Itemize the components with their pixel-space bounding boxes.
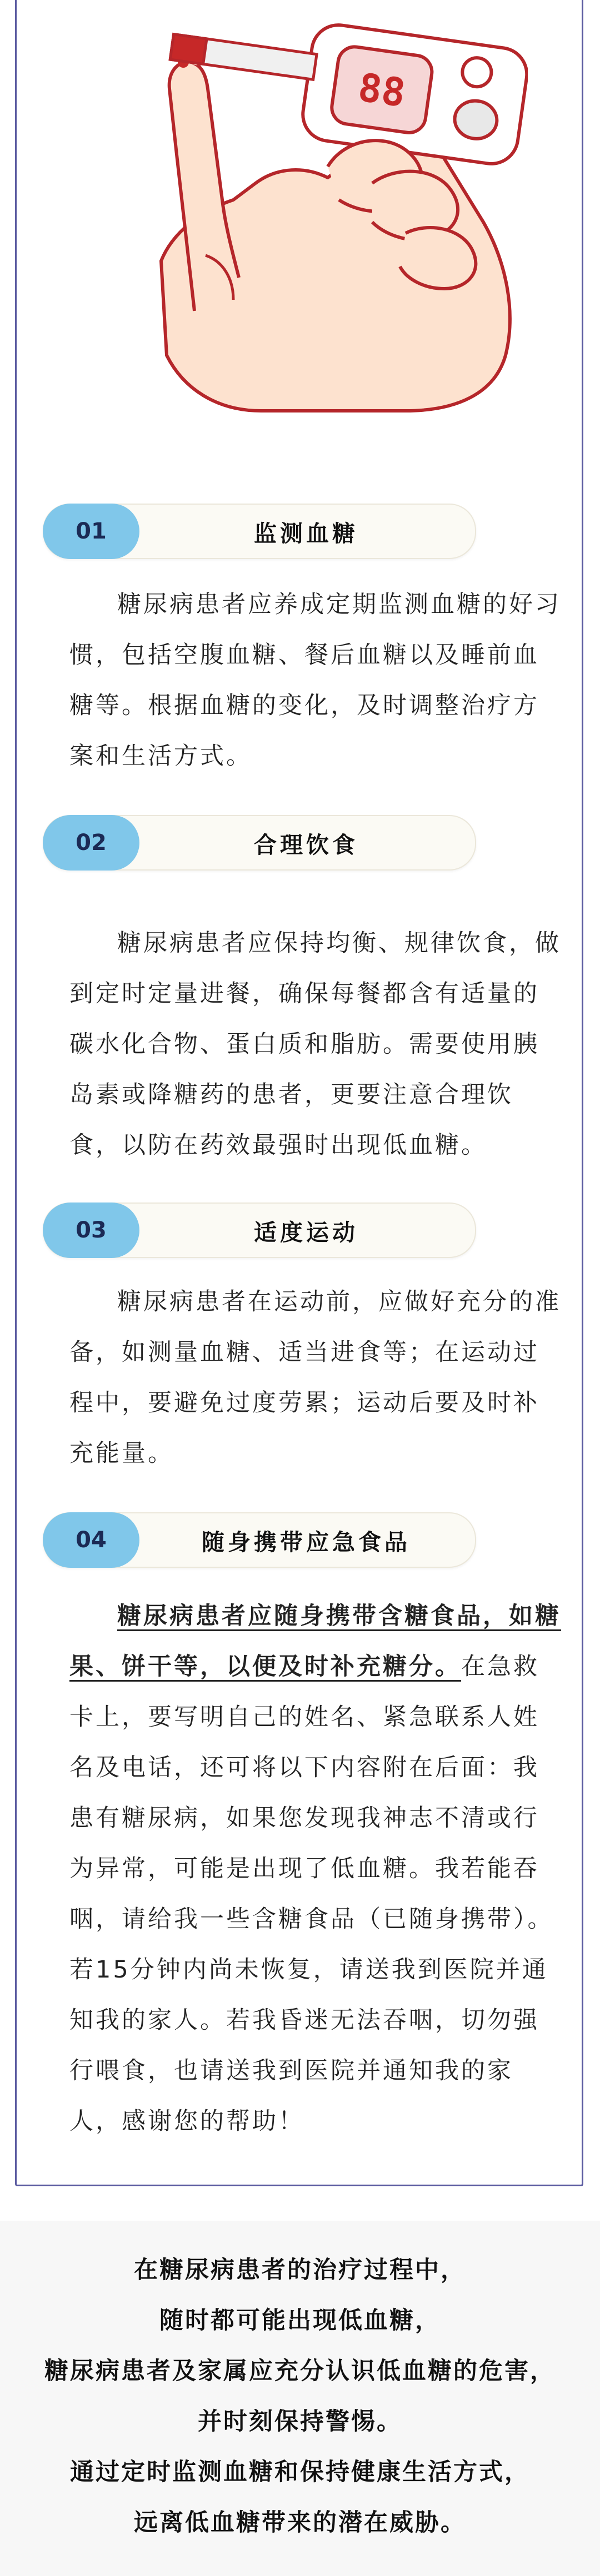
section-title: 随身携带应急食品 <box>202 1528 411 1556</box>
section-number-badge: 04 <box>43 1512 139 1568</box>
summary-line: 并时刻保持警惕。 <box>198 2408 402 2436</box>
section-title: 适度运动 <box>254 1219 358 1246</box>
section-paragraph-2: 糖尿病患者应保持均衡、规律饮食，做到定时定量进餐，确保每餐都含有适量的碳水化合物、蛋白质和脂肪。需要使用胰岛素或降糖药的患者，更要注意合理饮食，以防在药效最强时出现低血糖。 <box>69 929 561 1159</box>
section-header-1 <box>43 504 476 559</box>
section-number-badge: 01 <box>43 504 139 559</box>
summary-line: 通过定时监测血糖和保持健康生活方式， <box>70 2458 530 2486</box>
summary-block <box>0 2221 600 2576</box>
section-header-4 <box>43 1512 476 1568</box>
section-header-2 <box>43 815 476 871</box>
section-title: 合理饮食 <box>254 831 358 858</box>
paragraph-text: 在急救卡上，要写明自己的姓名、紧急联系人姓名及电话，还可将以下内容附在后面：我患有糖尿病，如果您发现我神志不清或行为异常，可能是出现了低血糖。我若能吞咽，请给我一些含糖食品（已随身携带）。若15分钟内尚未恢复，请送我到医院并通知我的家人。若我昏迷无法吞咽，切勿强行喂食，也请送我到医院并通知我的家人，感谢您的帮助！ <box>69 1653 554 2135</box>
summary-line: 糖尿病患者及家属应充分认识低血糖的危害， <box>44 2357 556 2385</box>
summary-line: 远离低血糖带来的潜在威胁。 <box>134 2509 466 2537</box>
section-header-3 <box>43 1203 476 1258</box>
section-number-badge: 03 <box>43 1203 139 1258</box>
section-title: 监测血糖 <box>254 520 358 547</box>
emphasized-text: 糖尿病患者应随身携带含糖食品，如糖果、饼干等，以便及时补充糖分。 <box>69 1602 561 1681</box>
section-number-badge: 02 <box>43 815 139 871</box>
summary-line: 在糖尿病患者的治疗过程中， <box>134 2256 466 2284</box>
section-paragraph-4 <box>69 1591 564 2147</box>
content-card <box>15 0 583 2186</box>
section-paragraph-1: 糖尿病患者应养成定期监测血糖的好习惯，包括空腹血糖、餐后血糖以及睡前血糖等。根据血糖的变化，及时调整治疗方案和生活方式。 <box>69 591 561 770</box>
glucose-meter-hand-icon <box>94 0 528 439</box>
svg-text:88: 88 <box>355 64 408 117</box>
summary-line: 随时都可能出现低血糖， <box>159 2307 441 2334</box>
section-paragraph-3: 糖尿病患者在运动前，应做好充分的准备，如测量血糖、适当进食等；在运动过程中，要避免过度劳累；运动后要及时补充能量。 <box>69 1288 561 1467</box>
